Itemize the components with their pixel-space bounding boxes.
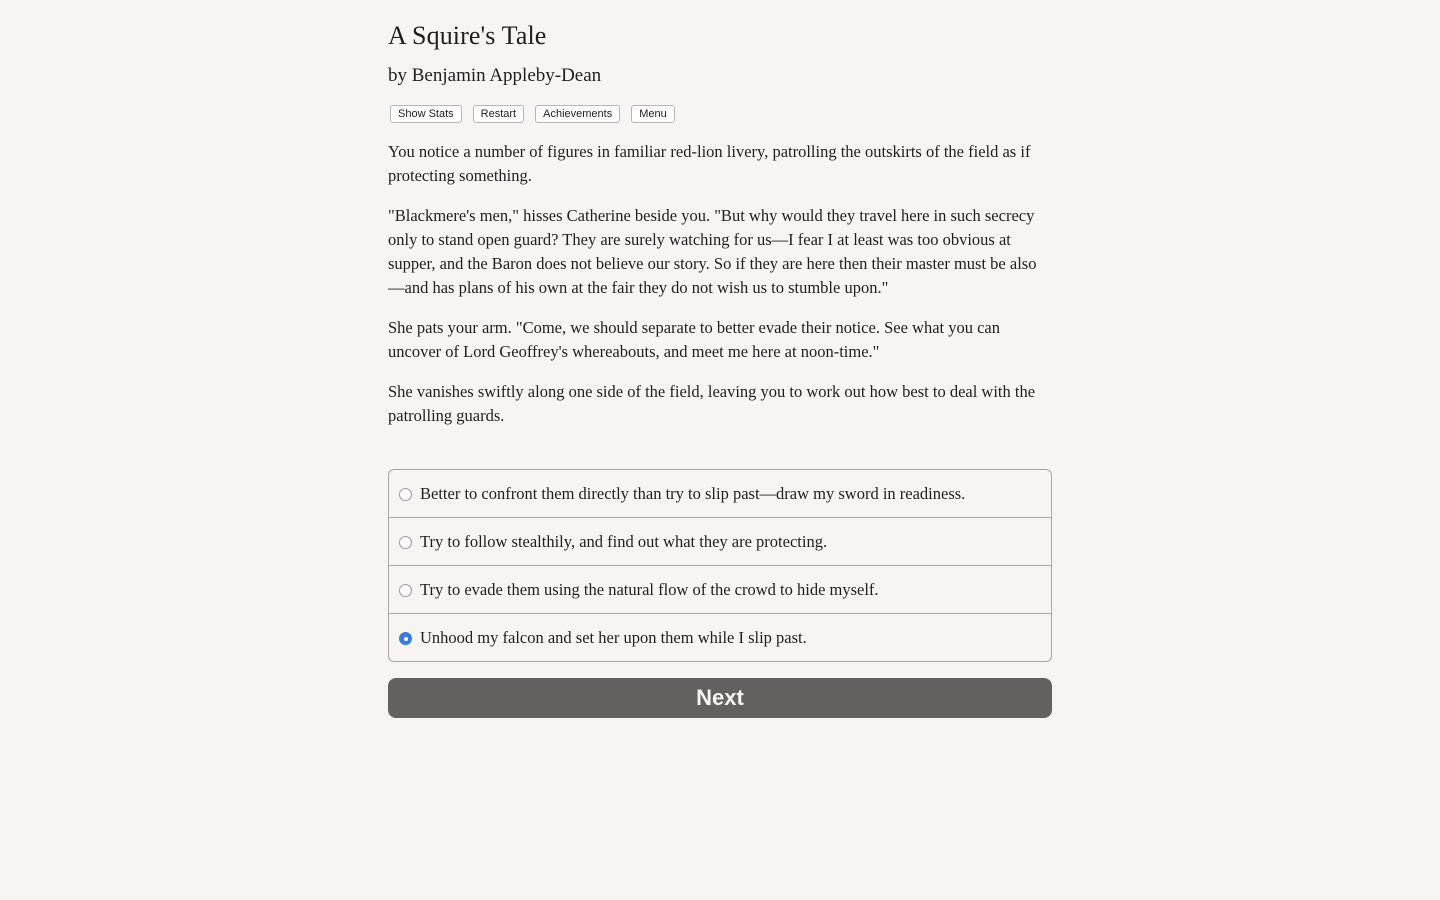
choice-label: Unhood my falcon and set her upon them while I slip past. — [420, 627, 807, 647]
radio-unchecked-icon[interactable] — [399, 488, 412, 501]
achievements-button[interactable]: Achievements — [535, 105, 620, 123]
restart-button[interactable]: Restart — [473, 105, 524, 123]
choice-option-1[interactable] — [389, 470, 1051, 517]
next-button[interactable]: Next — [388, 678, 1052, 718]
choice-label: Better to confront them directly than try to slip past—draw my sword in readiness. — [420, 483, 966, 503]
choice-option-2[interactable] — [389, 517, 1051, 565]
radio-unchecked-icon[interactable] — [399, 536, 412, 549]
choice-label: Try to evade them using the natural flow of the crowd to hide myself. — [420, 579, 879, 599]
show-stats-button[interactable]: Show Stats — [390, 105, 462, 123]
story-text — [388, 140, 1052, 444]
radio-unchecked-icon[interactable] — [399, 584, 412, 597]
radio-checked-icon[interactable] — [399, 632, 412, 645]
game-author: by Benjamin Appleby-Dean — [388, 65, 602, 86]
game-title: A Squire's Tale — [388, 21, 547, 50]
story-paragraph: "Blackmere's men," hisses Catherine beside you. "But why would they travel here in such secrecy only to stand open guard? They are surely watching for us—I fear I at least was too obvious at supper, and the Baron does not believe our story. So if they are here then their master must be also—and has plans of his own at the fair they do not wish us to stumble upon." — [388, 206, 1037, 297]
choice-option-4[interactable] — [389, 613, 1051, 661]
choice-label: Try to follow stealthily, and find out what they are protecting. — [420, 531, 828, 551]
choice-list — [388, 469, 1052, 662]
choice-option-3[interactable] — [389, 565, 1051, 613]
menu-button[interactable]: Menu — [631, 105, 675, 123]
toolbar — [390, 105, 675, 123]
story-paragraph: You notice a number of figures in familiar red-lion livery, patrolling the outskirts of the field as if protecting something. — [388, 142, 1031, 185]
story-paragraph: She vanishes swiftly along one side of the field, leaving you to work out how best to deal with the patrolling guards. — [388, 382, 1036, 425]
story-paragraph: She pats your arm. "Come, we should separate to better evade their notice. See what you can uncover of Lord Geoffrey's whereabouts, and meet me here at noon-time." — [388, 318, 1000, 361]
